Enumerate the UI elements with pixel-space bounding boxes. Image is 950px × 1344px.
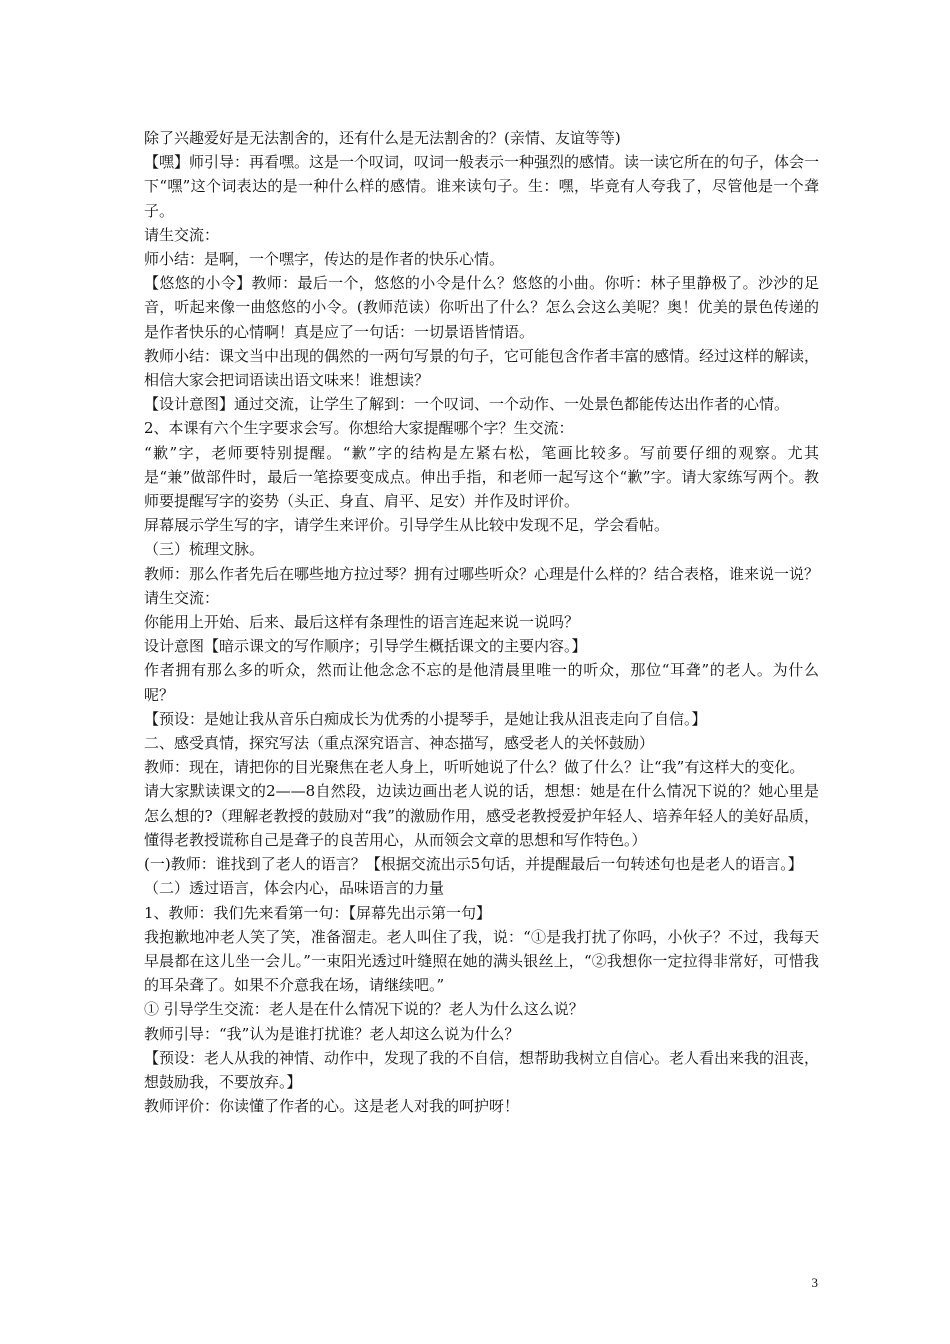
paragraph: 教师小结：课文当中出现的偶然的一两句写景的句子，它可能包含作者丰富的感情。经过这样的解读，相信大家会把词语读出语文味来！谁想读？ — [144, 346, 820, 390]
paragraph: 【预设：老人从我的神情、动作中，发现了我的不自信，想帮助我树立自信心。老人看出来我的沮丧，想鼓励我，不要放弃。】 — [144, 1048, 820, 1091]
paragraph: “歉”字，老师要特别提醒。“歉”字的结构是左紧右松，笔画比较多。写前要仔细的观察。尤其是“兼”做部件时，最后一笔捺要变成点。伸出手指，和老师一起写这个“歉”字。请大家练写两个。教师要提醒写字的姿势（头正、身直、肩平、足安）并作及时评价。 — [144, 443, 819, 511]
paragraph: 教师评价：你读懂了作者的心。这是老人对我的呵护呀！ — [144, 1097, 520, 1116]
paragraph: 你能用上开始、后来、最后这样有条理性的语言连起来说一说吗？ — [144, 613, 580, 632]
paragraph: 请生交流： — [144, 225, 220, 244]
paragraph: 请大家默读课文的2——8自然段，边读边画出老人说的话，想想：她是在什么情况下说的？她心里是怎么想的?（理解老教授的鼓励对“我”的激励作用，感受老教授爱护年轻人、培养年轻人的美好品质，懂得老教授谎称自己是聋子的良苦用心，从而领会文章的思想和写作特色。） — [144, 782, 819, 849]
paragraph: ① 引导学生交流：老人是在什么情况下说的？老人为什么这么说？ — [144, 1000, 584, 1019]
paragraph: 师小结：是啊，一个嘿字，传达的是作者的快乐心情。 — [144, 250, 505, 269]
paragraph: 二、感受真情，探究写法（重点深究语言、神态描写，感受老人的关怀鼓励） — [144, 734, 655, 753]
paragraph: 【悠悠的小令】教师：最后一个，悠悠的小令是什么？悠悠的小曲。你听：林子里静极了。沙沙的足音，听起来像一曲悠悠的小令。(教师范读）你听出了什么？怎么会这么美呢？奥！优美的景色传递的是作者快乐的心情啊！真是应了一句话：一切景语皆情语。 — [144, 274, 819, 341]
paragraph: （二）透过语言，体会内心，品味语言的力量 — [144, 879, 445, 898]
paragraph: (一)教师：谁找到了老人的语言？【根据交流出示5句话，并提醒最后一句转述句也是老人的语言。】 — [144, 855, 803, 874]
paragraph: 【嘿】师引导：再看嘿。这是一个叹词，叹词一般表示一种强烈的感情。读一读它所在的句子，体会一下“嘿”这个词表达的是一种什么样的感情。谁来读句子。生：嘿，毕竟有人夸我了，尽管他是一个聋子。 — [144, 153, 820, 220]
paragraph: 教师：那么作者先后在哪些地方拉过琴？拥有过哪些听众？心理是什么样的？结合表格，谁来说一说？请生交流： — [144, 564, 820, 607]
paragraph: 教师：现在，请把你的目光聚焦在老人身上，听听她说了什么？做了什么？让“我”有这样大的变化。 — [144, 758, 805, 777]
paragraph: 【预设：是她让我从音乐白痴成长为优秀的小提琴手，是她让我从沮丧走向了自信。】 — [144, 709, 707, 728]
paragraph: 教师引导：“我”认为是谁打扰谁？老人却这么说为什么？ — [144, 1024, 520, 1043]
paragraph: 2、本课有六个生字要求会写。你想给大家提醒哪个字？生交流： — [144, 419, 574, 438]
paragraph: （三）梳理文脉。 — [144, 540, 265, 559]
paragraph: 除了兴趣爱好是无法割舍的，还有什么是无法割舍的？(亲情、友谊等等) — [144, 129, 621, 147]
paragraph: 【设计意图】通过交流，让学生了解到：一个叹词、一个动作、一处景色都能传达出作者的心情。 — [144, 395, 790, 414]
document-body — [144, 126, 819, 1118]
paragraph: 屏幕展示学生写的字，请学生来评价。引导学生从比较中发现不足，学会看帖。 — [144, 516, 670, 535]
page-number: 3 — [811, 1275, 818, 1290]
paragraph: 我抱歉地冲老人笑了笑，准备溜走。老人叫住了我，说：“①是我打扰了你吗，小伙子？不过，我每天早晨都在这儿坐一会儿。”一束阳光透过叶缝照在她的满头银丝上，“②我想你一定拉得非常好，可惜我的耳朵聋了。如果不介意我在场，请继续吧。” — [144, 927, 819, 995]
paragraph: 1、教师：我们先来看第一句：【屏幕先出示第一句】 — [144, 903, 492, 922]
paragraph: 设计意图【暗示课文的写作顺序；引导学生概括课文的主要内容。】 — [144, 637, 587, 656]
paragraph: 作者拥有那么多的听众，然而让他念念不忘的是他清晨里唯一的听众，那位“耳聋”的老人。为什么呢？ — [144, 661, 819, 704]
